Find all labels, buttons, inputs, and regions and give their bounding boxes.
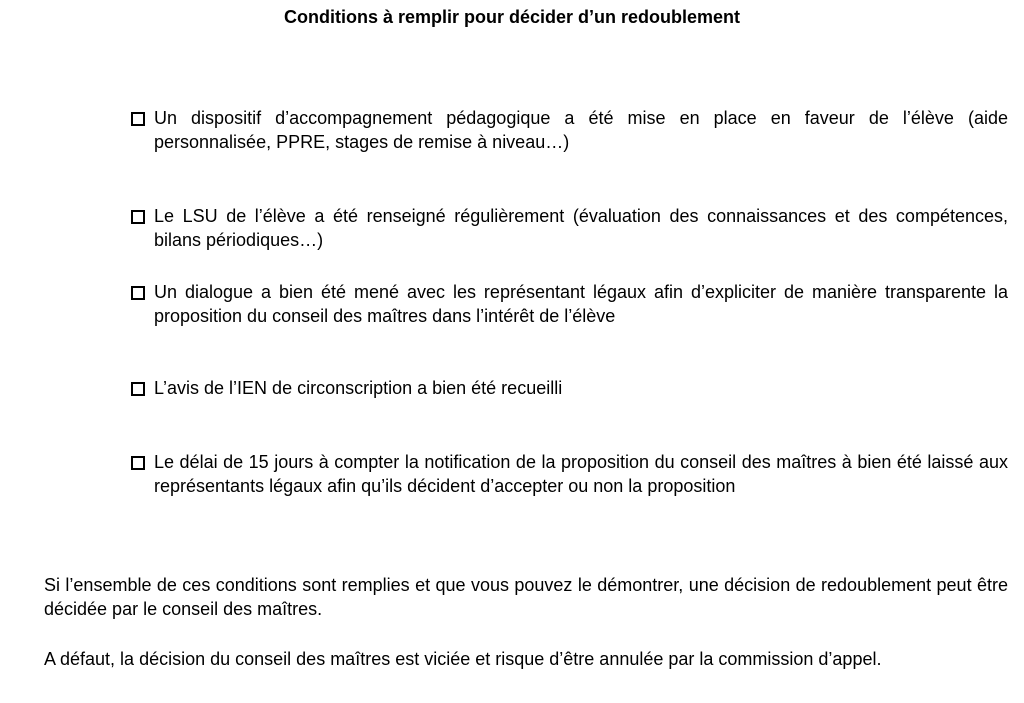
checkbox-icon[interactable] (131, 382, 145, 396)
checklist-item-text: Un dispositif d’accompagnement pédagogique a été mise en place en faveur de l’élève (aide personnalisée, PPRE, stages de remise à niveau…) (154, 108, 1008, 152)
checklist-item-text: Un dialogue a bien été mené avec les représentant légaux afin d’expliciter de manière transparente la proposition du conseil des maîtres dans l’intérêt de l’élève (154, 282, 1008, 326)
warning-paragraph: A défaut, la décision du conseil des maîtres est viciée et risque d’être annulée par la commission d’appel. (44, 649, 882, 669)
checkbox-icon[interactable] (131, 456, 145, 470)
conclusion-paragraph: Si l’ensemble de ces conditions sont remplies et que vous pouvez le démontrer, une décision de redoublement peut être décidée par le conseil des maîtres. (44, 575, 1008, 619)
checklist-item-text: Le délai de 15 jours à compter la notification de la proposition du conseil des maîtres à bien été laissé aux représentants légaux afin qu’ils décident d’accepter ou non la proposition (154, 452, 1008, 496)
checklist-item-delai (131, 450, 1008, 498)
page-title: Conditions à remplir pour décider d’un redoublement (283, 7, 741, 27)
checklist-item-lsu (131, 204, 1008, 252)
checkbox-icon[interactable] (131, 286, 145, 300)
checklist-item-text: Le LSU de l’élève a été renseigné régulièrement (évaluation des connaissances et des compétences, bilans périodiques…) (154, 206, 1008, 250)
checklist-item-dialogue (131, 280, 1008, 328)
checklist-item-accompagnement (131, 106, 1008, 154)
checkbox-icon[interactable] (131, 112, 145, 126)
checklist-item-text: L’avis de l’IEN de circonscription a bien été recueilli (154, 378, 563, 398)
checkbox-icon[interactable] (131, 210, 145, 224)
checklist-item-avis-ien (131, 376, 1008, 400)
